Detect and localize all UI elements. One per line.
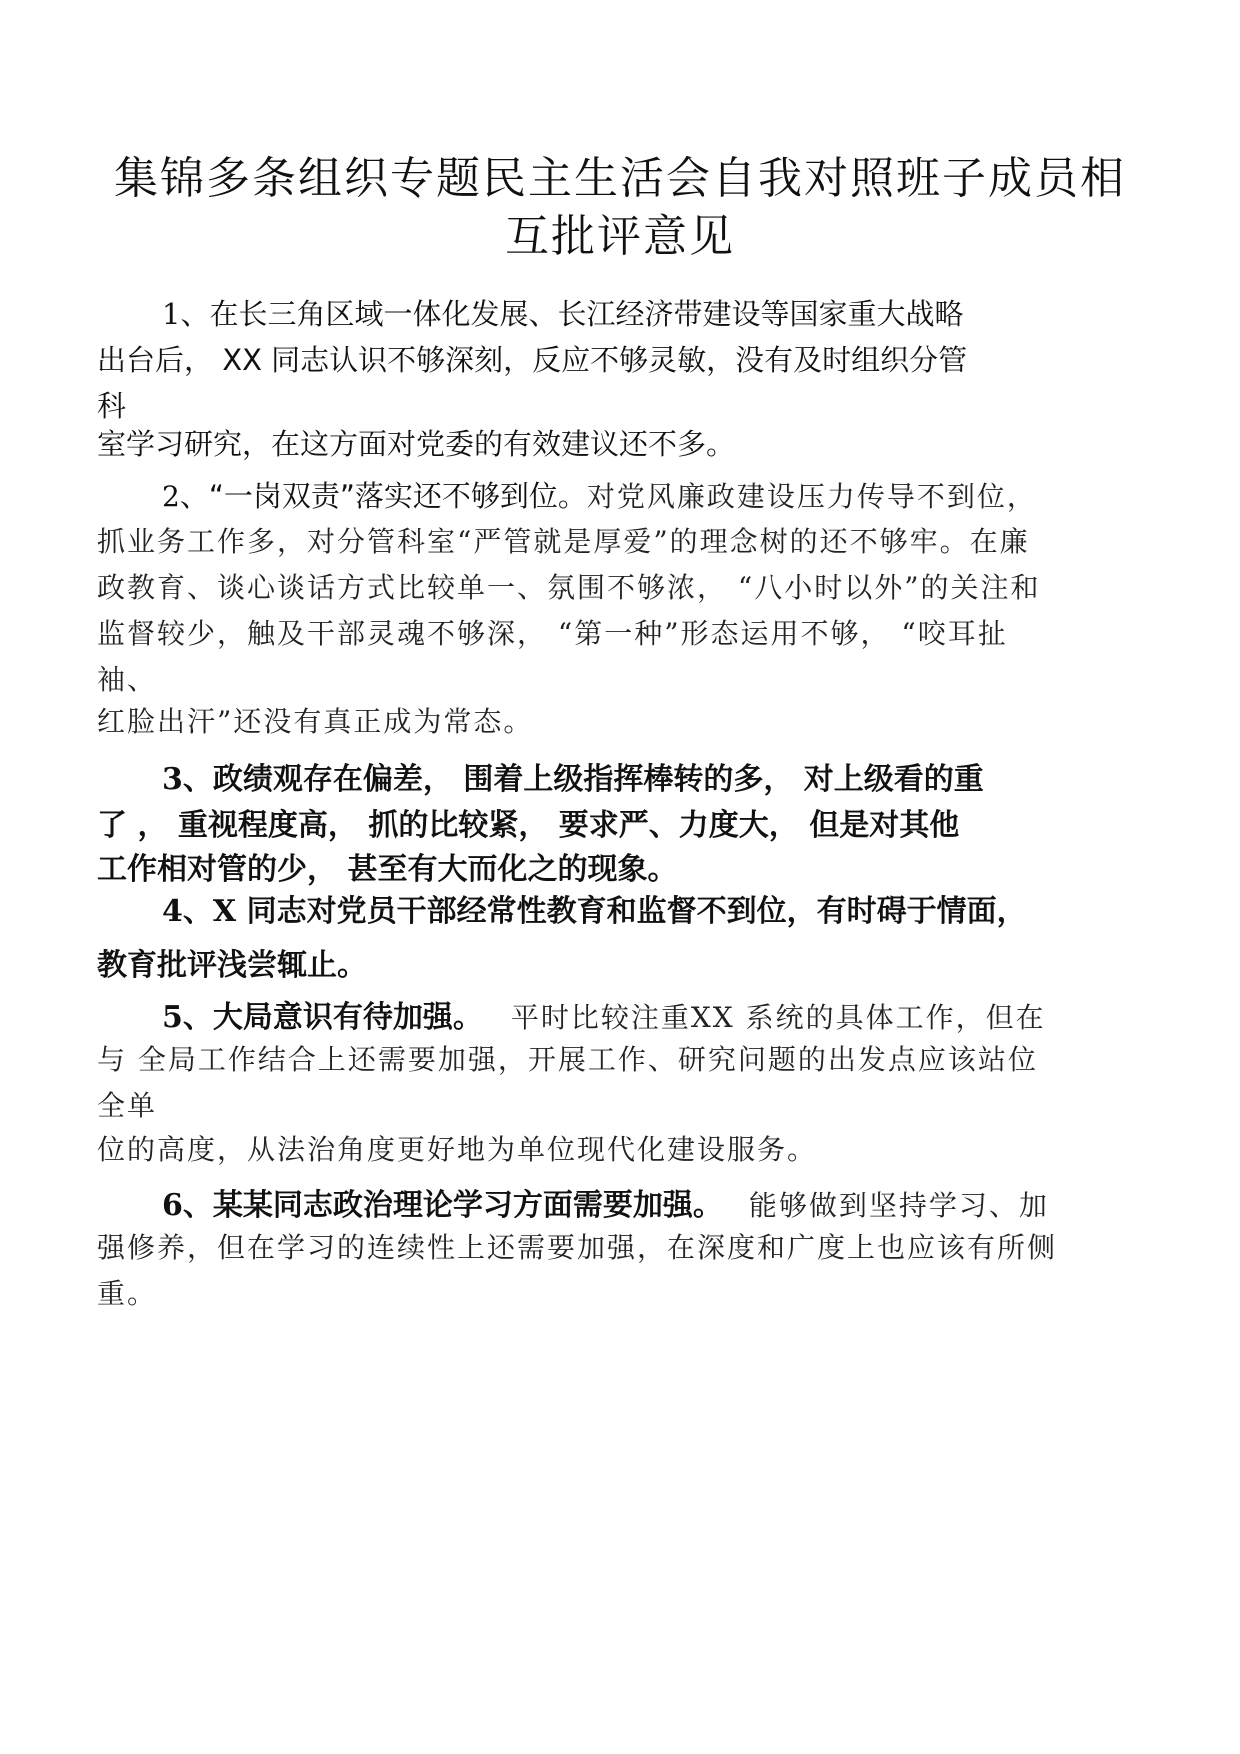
item-2-line-3: 政教育、谈心谈话方式比较单一、氛围不够浓， “八小时以外”的关注和 (97, 571, 1041, 604)
item-1-line-2: 出台后， XX 同志认识不够深刻，反应不够灵敏，没有及时组织分管 (97, 343, 968, 377)
item-1-line-1: 1、在长三角区域一体化发展、长江经济带建设等国家重大战略 (162, 297, 964, 331)
item-5-line-4: 位的高度，从法治角度更好地为单位现代化建设服务。 (97, 1133, 818, 1166)
item-6-line-3: 重。 (97, 1277, 158, 1310)
item-5-line-2: 与 全局工作结合上还需要加强，开展工作、研究问题的出发点应该站位 (97, 1043, 1038, 1076)
item-5-line-3: 全单 (97, 1089, 158, 1122)
item-2-line-6: 红脸出汗”还没有真正成为常态。 (97, 705, 534, 738)
item-6-line-2: 强修养，但在学习的连续性上还需要加强，在深度和广度上也应该有所侧 (97, 1231, 1058, 1264)
item-2-line-4: 监督较少，触及干部灵魂不够深， “第一种”形态运用不够， “咬耳扯 (97, 617, 1008, 650)
item-1-line-4: 室学习研究，在这方面对党委的有效建议还不多。 (97, 427, 736, 461)
item-2-line-1: 2、“一岗双责”落实还不够到位。对党风廉政建设压力传导不到位， (162, 479, 1037, 513)
item-6-line-1: 6、某某同志政治理论学习方面需要加强。 能够做到坚持学习、加 (162, 1188, 1049, 1223)
item-2-line-5: 袖、 (97, 663, 158, 696)
title-line-1: 集锦多条组织专题民主生活会自我对照班子成员相 (114, 153, 1126, 204)
title-line-2: 互批评意见 (505, 211, 735, 262)
item-3-line-1: 3、政绩观存在偏差， 围着上级指挥棒转的多， 对上级看的重 (162, 762, 984, 797)
item-5-line-1: 5、大局意识有待加强。 平时比较注重XX 系统的具体工作，但在 (162, 1000, 1046, 1035)
item-1-line-3: 科 (97, 389, 127, 423)
item-4-line-1: 4、X 同志对党员干部经常性教育和监督不到位，有时碍于情面， (162, 894, 1027, 929)
item-2-line-2: 抓业务工作多，对分管科室“严管就是厚爱”的理念树的还不够牢。在廉 (97, 525, 1030, 558)
item-3-line-3: 工作相对管的少， 甚至有大而化之的现象。 (97, 852, 678, 887)
document-title (100, 150, 1140, 266)
item-3-line-2: 了 ， 重视程度高， 抓的比较紧， 要求严、力度大， 但是对其他 (97, 808, 960, 843)
item-4-line-2: 教育批评浅尝辄止。 (97, 948, 367, 983)
